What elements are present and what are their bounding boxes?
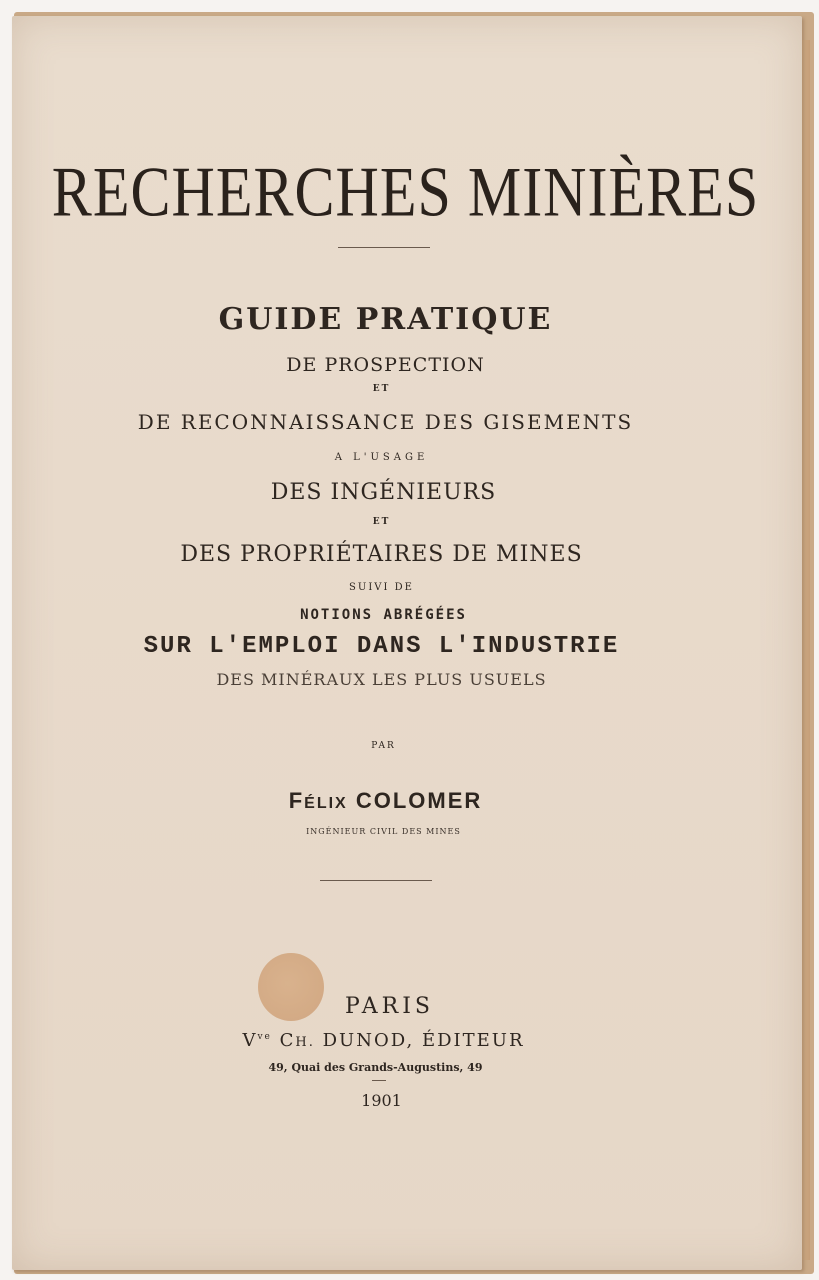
subtitle-guide: GUIDE PRATIQUE [218, 302, 553, 337]
divider-rule-bottom [320, 880, 432, 881]
subtitle-notions: NOTIONS ABRÉGÉES [300, 607, 467, 623]
subtitle-et-2: ET [372, 517, 391, 527]
subtitle-et-1: ET [372, 384, 391, 394]
imprint-publisher [0, 1030, 793, 1051]
publisher-ch-initial: C [279, 1030, 296, 1051]
subtitle-reconnaissance: DE RECONNAISSANCE DES GISEMENTS [137, 410, 634, 434]
publisher-ch-rest: H. [295, 1035, 315, 1050]
author-first-initial: F [288, 788, 305, 813]
subtitle-ingenieurs: DES INGÉNIEURS [270, 480, 497, 505]
author-name [0, 788, 795, 814]
divider-rule-year [372, 1080, 386, 1081]
byline-par: PAR [371, 741, 396, 751]
author-title: INGÉNIEUR CIVIL DES MINES [306, 827, 461, 836]
author-first-rest: ÉLIX [304, 795, 348, 812]
book-title: RECHERCHES MINIÈRES [51, 153, 760, 232]
subtitle-mineraux: DES MINÉRAUX LES PLUS USUELS [216, 670, 547, 689]
publisher-prefix: V [242, 1030, 258, 1051]
subtitle-usage: A L'USAGE [334, 452, 429, 463]
subtitle-prospection: DE PROSPECTION [286, 354, 485, 376]
subtitle-proprietaires: DES PROPRIÉTAIRES DE MINES [180, 542, 583, 567]
author-last-name: COLOMER [355, 788, 483, 813]
imprint-year: 1901 [361, 1091, 402, 1110]
subtitle-suivi: SUIVI DE [349, 582, 414, 593]
imprint-address: 49, Quai des Grands-Augustins, 49 [268, 1061, 483, 1074]
subtitle-emploi: SUR L'EMPLOI DANS L'INDUSTRIE [143, 633, 620, 660]
publisher-prefix-sup: ve [257, 1032, 272, 1042]
publisher-name: DUNOD, ÉDITEUR [322, 1030, 525, 1051]
divider-rule-top [338, 247, 430, 248]
imprint-city: PARIS [345, 994, 434, 1019]
